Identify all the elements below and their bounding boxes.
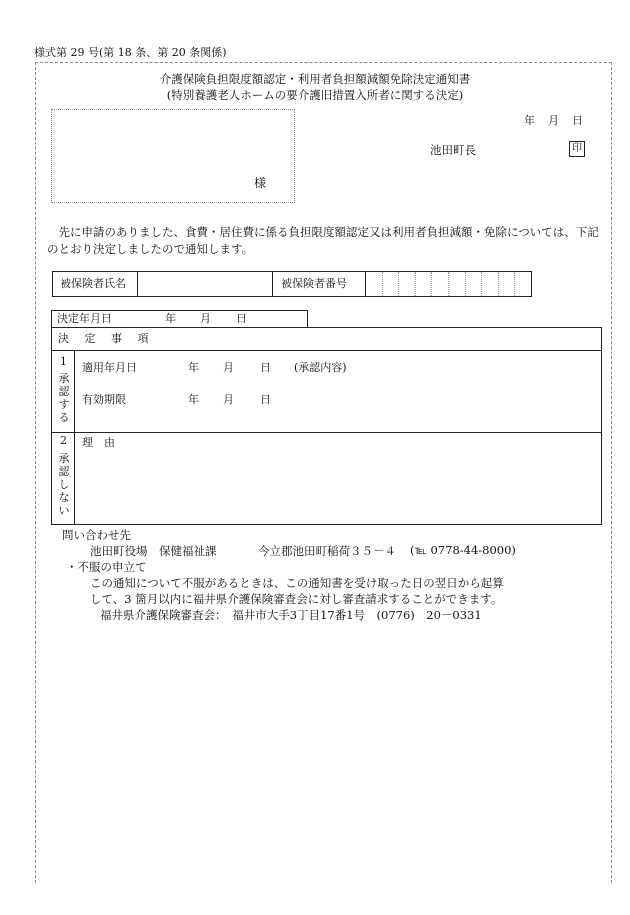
issue-date [524,112,584,128]
insured-number-digit-cell[interactable] [366,272,383,296]
body-text: 先に申請のありました、食費・居住費に係る負担限度額認定又は利用者負担減額・免除については、下記のとおり決定しましたので通知します。 [47,225,599,256]
decision-table [51,327,602,525]
valid-month: 月 [223,393,234,406]
row-divider [52,432,601,433]
column-divider [74,351,75,524]
objection-line-1: この通知について不服があるときは、この通知書を受け取った日の翌日から起算 [90,576,504,590]
review-board: 福井県介護保険審査会： 福井市大手3丁目17番1号 (0776) 20－0331 [100,608,482,622]
decision-day: 日 [236,312,247,325]
insured-number-digit-cell[interactable] [416,272,433,296]
contact-tel: (℡ 0778-44-8000) [410,543,516,557]
decision-date-row [51,310,308,328]
addressee-suffix: 様 [254,176,267,190]
issue-day: 日 [572,114,584,127]
vertical-char: 認 [58,465,70,478]
apply-date-label: 適用年月日 [82,361,137,374]
decision-header: 決 定 事 項 [52,328,601,351]
insured-table [52,271,532,297]
insured-number-digit-cell[interactable] [449,272,466,296]
apply-year: 年 [188,361,199,374]
decision-month: 月 [200,312,211,325]
vertical-char: 承 [58,452,70,465]
insured-name-label: 被保険者氏名 [53,272,138,296]
decision-year: 年 [165,312,176,325]
insured-number-digit-cell[interactable] [383,272,400,296]
document-subtitle: (特別養護老人ホームの要介護旧措置入所者に関する決定) [166,88,464,102]
contact-heading: 問い合わせ先 [62,528,131,542]
form-number: 様式第 29 号(第 18 条、第 20 条関係) [34,46,227,59]
issue-year: 年 [524,114,536,127]
seal-mark: 印 [569,141,585,157]
contact-address: 今立郡池田町稲荷３５－４ [258,544,396,558]
apply-day: 日 [260,361,271,374]
issuer-name: 池田町長 [430,143,476,157]
objection-heading: ・不服の申立て [66,560,147,574]
vertical-char: る [58,411,70,424]
vertical-char: し [58,478,70,491]
insured-number-digit-cell[interactable] [482,272,499,296]
apply-month: 月 [223,361,234,374]
approve-vertical-label [57,372,71,424]
insured-number-digit-cell[interactable] [432,272,449,296]
vertical-char: 承 [58,372,70,385]
document-title: 介護保険負担限度額認定・利用者負担額減額免除決定通知書 [159,72,471,86]
vertical-char: な [58,491,70,504]
insured-number-field[interactable] [366,272,531,296]
objection-line-2: して、3 箇月以内に福井県介護保険審査会に対し審査請求することができます。 [90,592,503,606]
insured-number-digit-cell[interactable] [499,272,516,296]
reject-vertical-label [57,452,71,517]
reject-number: 2 [60,434,67,447]
issue-month: 月 [548,114,560,127]
vertical-char: 認 [58,385,70,398]
valid-period-label: 有効期限 [82,393,126,406]
contact-office: 池田町役場 保健福祉課 [90,544,217,558]
reason-label: 理 由 [82,436,115,449]
insured-name-field[interactable] [138,272,273,296]
insured-number-digit-cell[interactable] [466,272,483,296]
approve-number: 1 [60,355,67,368]
valid-year: 年 [188,393,199,406]
insured-number-digit-cell[interactable] [515,272,531,296]
decision-date-label: 決定年月日 [57,312,112,325]
approval-content-note: (承認内容) [294,361,347,374]
insured-number-digit-cell[interactable] [399,272,416,296]
valid-day: 日 [260,393,271,406]
vertical-char: い [58,504,70,517]
vertical-char: す [58,398,70,411]
insured-number-label: 被保険者番号 [273,272,366,296]
